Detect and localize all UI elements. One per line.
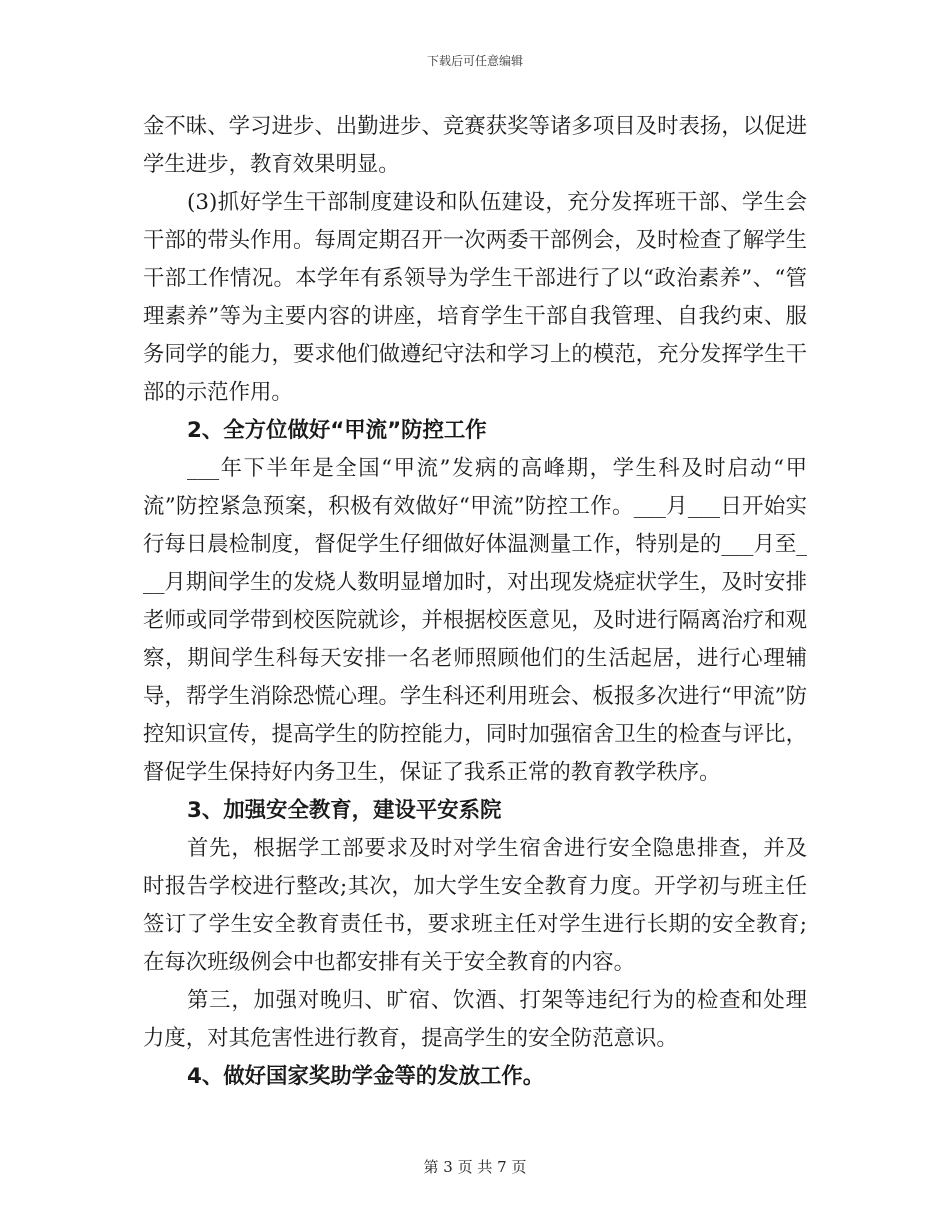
document-body <box>143 108 807 1096</box>
paragraph-safety-first: 首先，根据学工部要求及时对学生宿舍进行安全隐患排查，并及时报告学校进行整改;其次，加大学生安全教育力度。开学初与班主任签订了学生安全教育责任书，要求班主任对学生进行长期的安全教育;在每次班级例会中也都安排有关于安全教育的内容。 <box>143 836 807 975</box>
paragraph-flu-prevention: ___年下半年是全国“甲流”发病的高峰期，学生科及时启动“甲流”防控紧急预案，积极有效做好“甲流”防控工作。___月___日开始实行每日晨检制度，督促学生仔细做好体温测量工作，特别是的___月至___月期间学生的发烧人数明显增加时，对出现发烧症状学生，及时安排老师或同学带到校医院就诊，并根据校医意见，及时进行隔离治疗和观察，期间学生科每天安排一名老师照顾他们的生活起居，进行心理辅导，帮学生消除恐慌心理。学生科还利用班会、板报多次进行“甲流”防控知识宣传，提高学生的防控能力，同时加强宿舍卫生的检查与评比，督促学生保持好内务卫生，保证了我系正常的教育教学秩序。 <box>143 456 807 785</box>
section-heading-scholarships: 4、做好国家奖助学金等的发放工作。 <box>187 1064 545 1089</box>
paragraph-student-cadres: (3)抓好学生干部制度建设和队伍建设，充分发挥班干部、学生会干部的带头作用。每周定期召开一次两委干部例会，及时检查了解学生干部工作情况。本学年有系领导为学生干部进行了以“政治素养”、“管理素养”等为主要内容的讲座，培育学生干部自我管理、自我约束、服务同学的能力，要求他们做遵纪守法和学习上的模范，充分发挥学生干部的示范作用。 <box>143 190 807 405</box>
paragraph-continued: 金不昧、学习进步、出勤进步、竞赛获奖等诸多项目及时表扬，以促进学生进步，教育效果明显。 <box>143 114 807 177</box>
page-header-note: 下载后可任意编辑 <box>426 54 523 68</box>
page-number: 第 3 页 共 7 页 <box>423 1158 527 1176</box>
section-heading-flu-prevention: 2、全方位做好“甲流”防控工作 <box>187 418 487 443</box>
section-heading-safety-education: 3、加强安全教育，建设平安系院 <box>187 798 502 823</box>
paragraph-safety-third: 第三，加强对晚归、旷宿、饮酒、打架等违纪行为的检查和处理力度，对其危害性进行教育，提高学生的安全防范意识。 <box>143 988 807 1051</box>
